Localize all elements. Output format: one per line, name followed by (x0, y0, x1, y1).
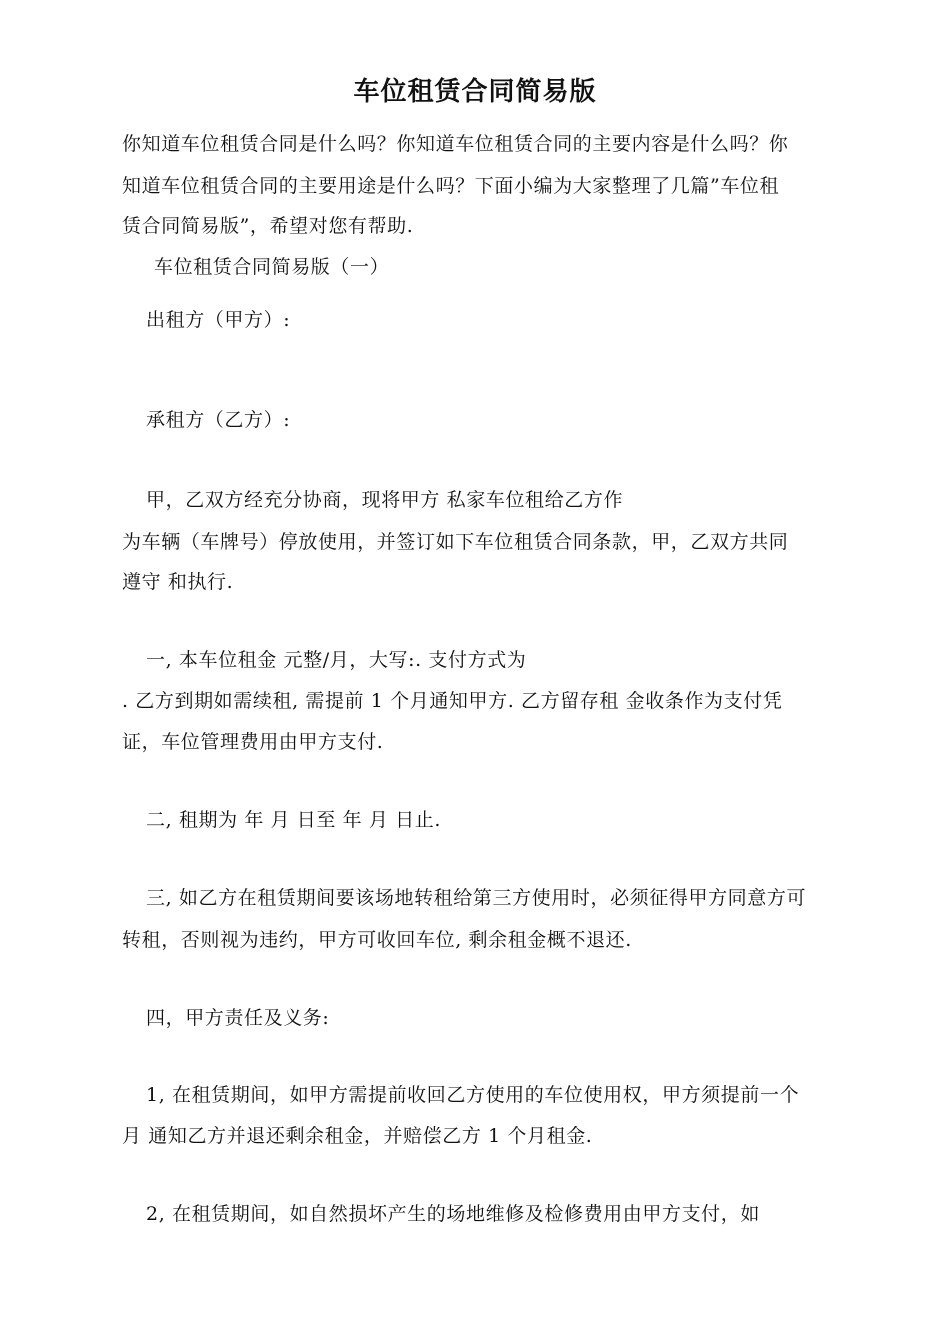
agreement-line-2: 为车辆（车牌号）停放使用，并签订如下车位租赁合同条款，甲，乙双方共同 (122, 531, 789, 553)
intro-line-2: 知道车位租赁合同的主要用途是什么吗？下面小编为大家整理了几篇”车位租 (122, 175, 780, 197)
clause-3-line-2: 转租，否则视为违约，甲方可收回车位, 剩余租金概不退还. (122, 929, 632, 951)
intro-line-1: 你知道车位租赁合同是什么吗？你知道车位租赁合同的主要内容是什么吗？你 (122, 133, 789, 155)
clause-1-line-2: . 乙方到期如需续租, 需提前 1 个月通知甲方. 乙方留存租 金收条作为支付凭 (122, 690, 783, 712)
lessee-line: 承租方（乙方）: (146, 409, 291, 431)
lessor-line: 出租方（甲方）: (146, 309, 291, 331)
clause-3-line-1: 三, 如乙方在租赁期间要该场地转租给第三方使用时，必须征得甲方同意方可 (146, 887, 807, 909)
intro-line-3: 赁合同简易版”，希望对您有帮助. (122, 215, 414, 237)
clause-4-2-line-1: 2, 在租赁期间，如自然损坏产生的场地维修及检修费用由甲方支付，如 (146, 1203, 760, 1225)
agreement-line-1: 甲，乙双方经充分协商，现将甲方 私家车位租给乙方作 (146, 489, 624, 511)
clause-4-1-line-1: 1, 在租赁期间，如甲方需提前收回乙方使用的车位使用权，甲方须提前一个 (146, 1084, 800, 1106)
section-heading: 车位租赁合同简易版（一） (154, 256, 390, 278)
clause-2-line: 二, 租期为 年 月 日至 年 月 日止. (146, 809, 441, 831)
document-title: 车位租赁合同简易版 (353, 77, 597, 107)
clause-1-line-1: 一, 本车位租金 元整/月，大写:. 支付方式为 (146, 649, 527, 671)
clause-1-line-3: 证，车位管理费用由甲方支付. (122, 731, 384, 753)
clause-4-heading: 四，甲方责任及义务: (146, 1007, 330, 1029)
agreement-line-3: 遵守 和执行. (122, 571, 234, 593)
clause-4-1-line-2: 月 通知乙方并退还剩余租金，并赔偿乙方 1 个月租金. (122, 1125, 593, 1147)
